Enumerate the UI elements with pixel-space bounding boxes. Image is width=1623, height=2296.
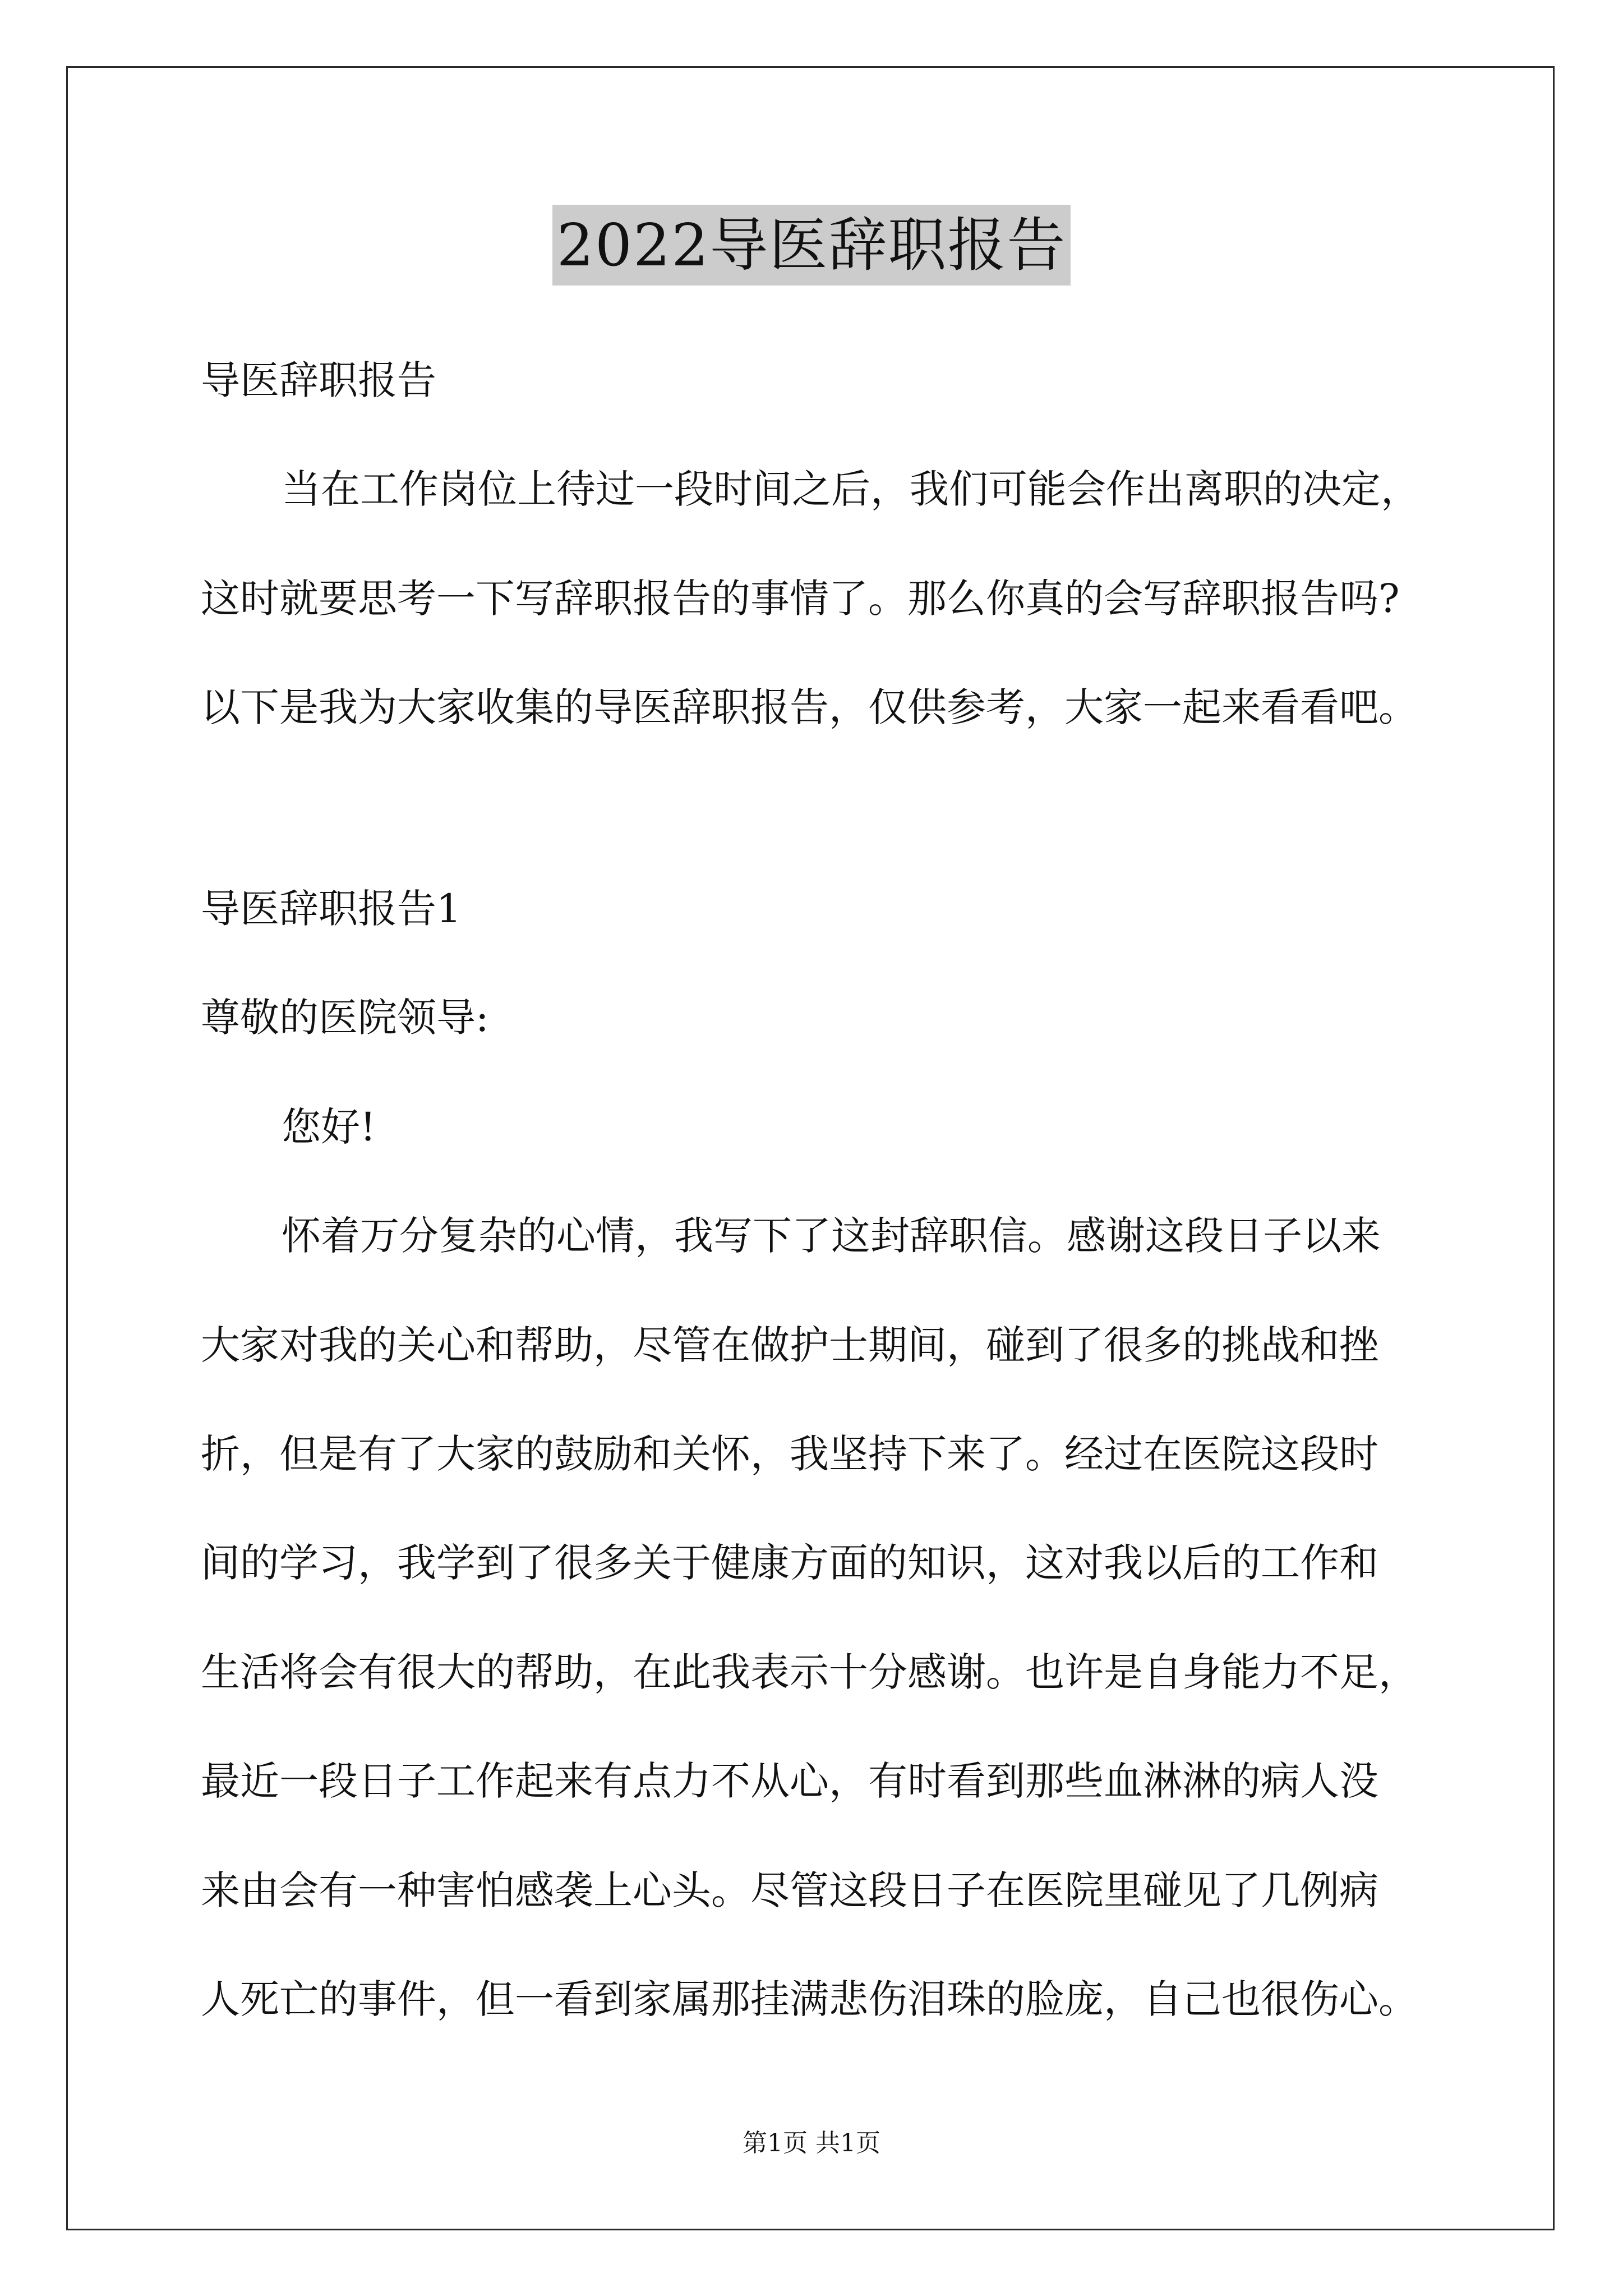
- paragraph-line: 当在工作岗位上待过一段时间之后，我们可能会作出离职的决定，: [282, 466, 1420, 512]
- paragraph-line: 生活将会有很大的帮助，在此我表示十分感谢。也许是自身能力不足，: [201, 1649, 1418, 1695]
- paragraph-line: 怀着万分复杂的心情，我写下了这封辞职信。感谢这段日子以来: [282, 1213, 1381, 1259]
- section-heading: 导医辞职报告1: [201, 886, 462, 932]
- greeting: 您好!: [282, 1104, 376, 1150]
- paragraph-line: 这时就要思考一下写辞职报告的事情了。那么你真的会写辞职报告吗?: [201, 576, 1400, 622]
- paragraph-line: 大家对我的关心和帮助，尽管在做护士期间，碰到了很多的挑战和挫: [201, 1322, 1378, 1368]
- paragraph-line: 最近一段日子工作起来有点力不从心，有时看到那些血淋淋的病人没: [201, 1758, 1378, 1804]
- paragraph-line: 人死亡的事件，但一看到家属那挂满悲伤泪珠的脸庞，自己也很伤心。: [201, 1976, 1418, 2022]
- paragraph-line: 来由会有一种害怕感袭上心头。尽管这段日子在医院里碰见了几例病: [201, 1867, 1378, 1913]
- title-wrap: [0, 205, 1623, 286]
- paragraph-line: 折，但是有了大家的鼓励和关怀，我坚持下来了。经过在医院这段时: [201, 1431, 1378, 1477]
- section-heading: 导医辞职报告: [201, 357, 436, 403]
- page-footer: 第1页 共1页: [743, 2129, 880, 2157]
- salutation: 尊敬的医院领导:: [201, 995, 489, 1041]
- paragraph-line: 间的学习，我学到了很多关于健康方面的知识，这对我以后的工作和: [201, 1540, 1378, 1586]
- document-title: 2022导医辞职报告: [552, 205, 1071, 286]
- paragraph-line: 以下是我为大家收集的导医辞职报告，仅供参考，大家一起来看看吧。: [201, 684, 1418, 730]
